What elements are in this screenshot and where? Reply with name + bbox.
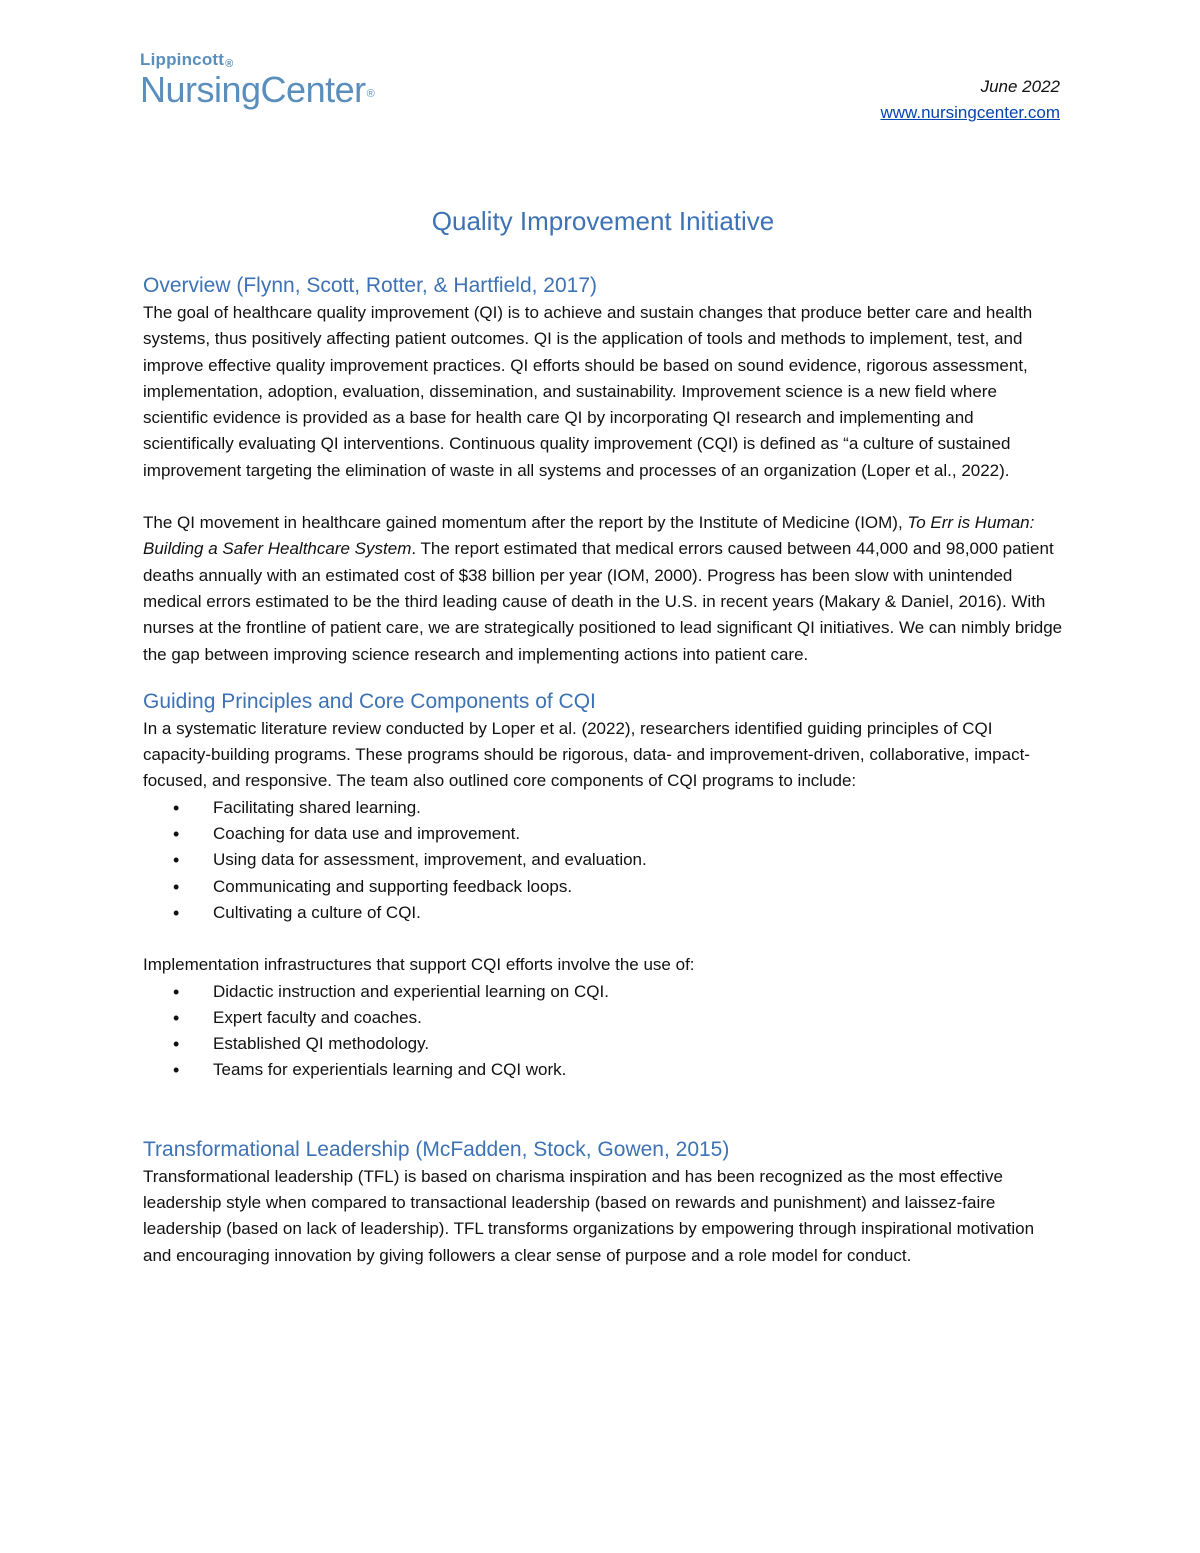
transformational-leadership-paragraph: Transformational leadership (TFL) is based on charisma inspiration and has been recognized as the most effective leadership style when compared to transactional leadership (based on rewards and punishment) and laissez-faire leadership (based on lack of leadership). TFL transforms organizations by empowering through inspirational motivation and encouraging innovation by giving followers a clear sense of purpose and a role model for conduct. <box>143 1166 1035 1265</box>
guiding-principles-heading: Guiding Principles and Core Components of CQI <box>143 689 596 713</box>
logo-main-text: NursingCenter <box>140 69 366 110</box>
list-item: • Cultivating a culture of CQI. <box>143 900 1063 926</box>
list-item: • Facilitating shared learning. <box>143 795 1063 821</box>
overview-heading: Overview (Flynn, Scott, Rotter, & Hartfield, 2017) <box>143 274 598 297</box>
list-item: • Didactic instruction and experiential learning on CQI. <box>143 979 1063 1005</box>
list-item: • Communicating and supporting feedback loops. <box>143 874 1063 900</box>
guiding-principles-intro: In a systematic literature review conducted by Loper et al. (2022), researchers identified guiding principles of CQI capacity-building programs. These programs should be rigorous, data- and improvement-driven, collaborative, impact-focused, and responsive. The team also outlined core components of CQI programs to include: <box>143 718 1030 791</box>
core-components-list <box>143 795 1063 926</box>
transformational-leadership-heading: Transformational Leadership (McFadden, Stock, Gowen, 2015) <box>143 1137 730 1161</box>
document-title: Quality Improvement Initiative <box>431 206 775 236</box>
logo-main-reg: ® <box>366 88 375 100</box>
list-item: • Expert faculty and coaches. <box>143 1005 1063 1031</box>
infrastructures-list <box>143 979 1063 1084</box>
list-item: • Coaching for data use and improvement. <box>143 821 1063 847</box>
logo <box>140 50 374 110</box>
list-item: • Established QI methodology. <box>143 1031 1063 1057</box>
publication-date: June 2022 <box>980 77 1060 96</box>
logo-top-text: Lippincott <box>140 50 225 69</box>
website-link[interactable]: www.nursingcenter.com <box>880 103 1060 122</box>
overview-paragraph-1: The goal of healthcare quality improvement (QI) is to achieve and sustain changes that produce better care and health systems, thus positively affecting patient outcomes. QI is the application of tools and methods to implement, test, and improve effective quality improvement practices. QI efforts should be based on sound evidence, rigorous assessment, implementation, adoption, evaluation, dissemination, and sustainability. Improvement science is a new field where scientific evidence is provided as a base for health care QI by incorporating QI research and implementing and scientifically evaluating QI interventions. Continuous quality improvement (CQI) is defined as “a culture of sustained improvement targeting the elimination of waste in all systems and processes of an organization (Loper et al., 2022). <box>143 303 1033 480</box>
list-item: • Using data for assessment, improvement, and evaluation. <box>143 847 1063 873</box>
list-item: • Teams for experientials learning and CQI work. <box>143 1057 1063 1083</box>
header-meta <box>880 74 1060 126</box>
document-body <box>143 204 1063 1269</box>
overview-paragraph-2: The QI movement in healthcare gained momentum after the report by the Institute of Medicine (IOM), To Err is Human: Building a Safer Healthcare System. The report estimated that medical errors caused between 44,000 and 98,000 patient deaths annually with an estimated cost of $38 billion per year (IOM, 2000). Progress has been slow with unintended medical errors estimated to be the third leading cause of death in the U.S. in recent years (Makary & Daniel, 2016). With nurses at the frontline of patient care, we are strategically positioned to lead significant QI initiatives. We can nimbly bridge the gap between improving science research and implementing actions into patient care. <box>143 513 1063 664</box>
report-title: To Err is Human: Building a Safer Healthcare System <box>143 513 1035 559</box>
infrastructures-intro: Implementation infrastructures that support CQI efforts involve the use of: <box>143 955 695 975</box>
logo-top-reg: ® <box>225 58 234 70</box>
